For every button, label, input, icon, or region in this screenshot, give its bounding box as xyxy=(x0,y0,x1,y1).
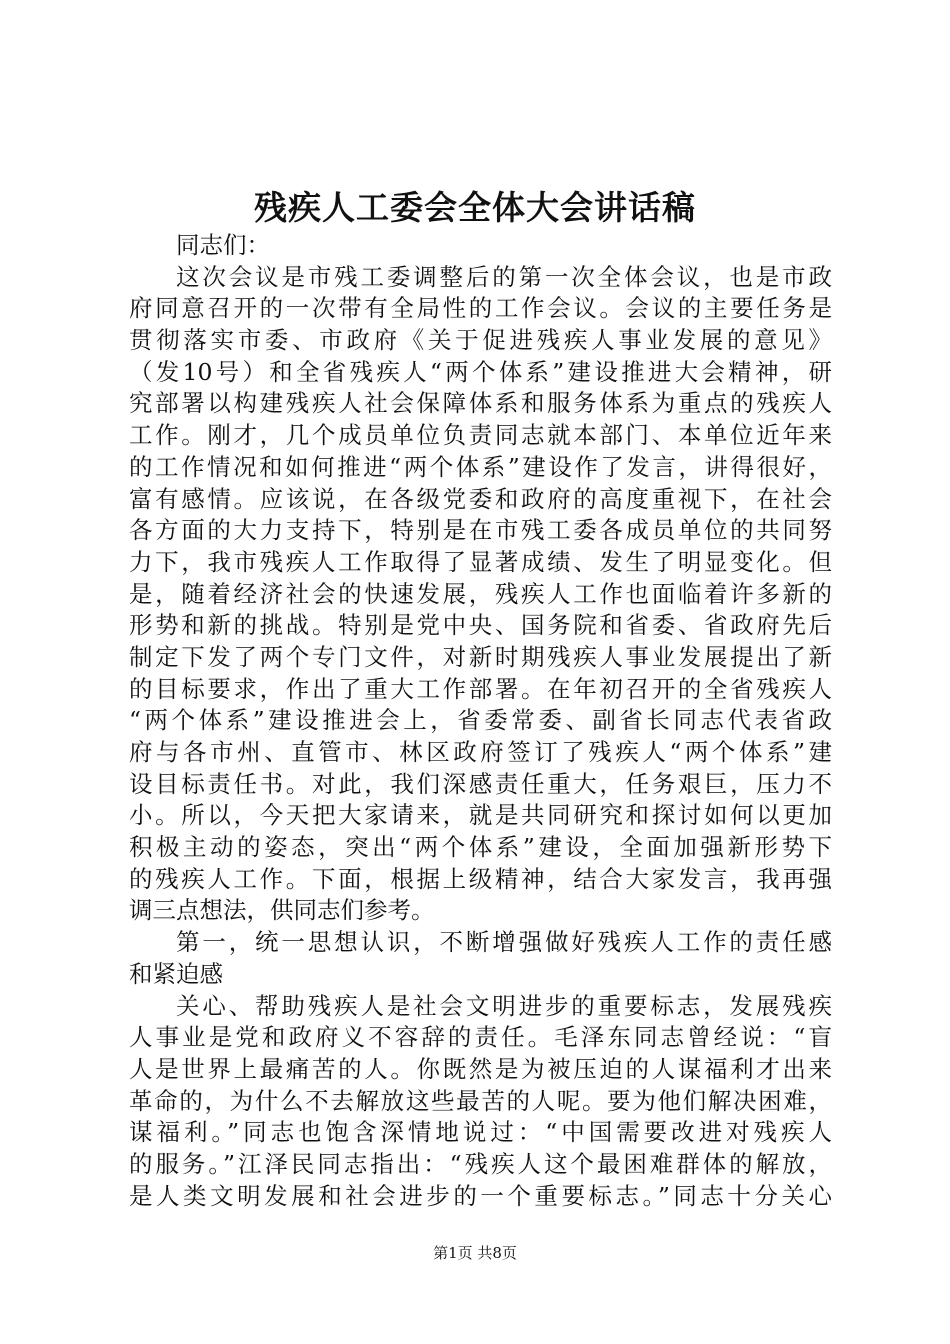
body-line: 这次会议是市残工委调整后的第一次全体会议，也是市政 xyxy=(176,262,832,291)
body-line: 同志们： xyxy=(176,231,270,259)
body-line: 是人类文明发展和社会进步的一个重要标志。”同志十分关心 xyxy=(129,1181,832,1210)
body-line: 的服务。”江泽民同志指出：“残疾人这个最困难群体的解放， xyxy=(129,1149,832,1178)
body-line: 究部署以构建残疾人社会保障体系和服务体系为重点的残疾人 xyxy=(129,389,832,418)
body-line: 工作。刚才，几个成员单位负责同志就本部门、本单位近年来 xyxy=(129,421,832,450)
body-line: 府与各市州、直管市、林区政府签订了残疾人“两个体系”建 xyxy=(129,738,832,766)
body-line: 制定下发了两个专门文件，对新时期残疾人事业发展提出了新 xyxy=(129,642,832,671)
body-line: 和紧迫感 xyxy=(129,959,223,988)
body-line: 力下，我市残疾人工作取得了显著成绩、发生了明显变化。但 xyxy=(129,547,832,576)
body-line: 小。所以，今天把大家请来，就是共同研究和探讨如何以更加 xyxy=(129,801,832,830)
body-line: 府同意召开的一次带有全局性的工作会议。会议的主要任务是 xyxy=(129,294,832,323)
page-footer: 第1页 共8页 xyxy=(433,1244,517,1262)
body-line: 革命的，为什么不去解放这些最苦的人呢。要为他们解决困难， xyxy=(129,1086,832,1115)
body-line: 各方面的大力支持下，特别是在市残工委各成员单位的共同努 xyxy=(129,516,832,545)
body-line: 贯彻落实市委、市政府《关于促进残疾人事业发展的意见》 xyxy=(129,326,832,355)
body-line: 积极主动的姿态，突出“两个体系”建设，全面加强新形势下 xyxy=(129,833,832,862)
body-line: 人事业是党和政府义不容辞的责任。毛泽东同志曾经说：“盲 xyxy=(129,1023,832,1052)
body-line: 谋福利。”同志也饱含深情地说过：“中国需要改进对残疾人 xyxy=(129,1118,832,1147)
body-line: 设目标责任书。对此，我们深感责任重大，任务艰巨，压力不 xyxy=(129,769,832,798)
body-line: “两个体系”建设推进会上，省委常委、副省长同志代表省政 xyxy=(129,706,832,735)
body-line: 富有感情。应该说，在各级党委和政府的高度重视下，在社会 xyxy=(129,484,832,513)
body-line: 的目标要求，作出了重大工作部署。在年初召开的全省残疾人 xyxy=(129,674,832,703)
document-title: 残疾人工委会全体大会讲话稿 xyxy=(254,188,696,227)
body-line: 第一，统一思想认识，不断增强做好残疾人工作的责任感 xyxy=(176,928,832,957)
body-line: 形势和新的挑战。特别是党中央、国务院和省委、省政府先后 xyxy=(129,611,832,640)
body-line: 的残疾人工作。下面，根据上级精神，结合大家发言，我再强 xyxy=(129,864,832,893)
body-line: 关心、帮助残疾人是社会文明进步的重要标志，发展残疾 xyxy=(176,991,832,1020)
body-line: 调三点想法，供同志们参考。 xyxy=(129,896,435,925)
body-line: （发10号）和全省残疾人“两个体系”建设推进大会精神，研 xyxy=(129,357,832,386)
body-line: 人是世界上最痛苦的人。你既然是为被压迫的人谋福利才出来 xyxy=(129,1054,832,1083)
body-line: 的工作情况和如何推进“两个体系”建设作了发言，讲得很好， xyxy=(129,452,832,481)
body-line: 是，随着经济社会的快速发展，残疾人工作也面临着许多新的 xyxy=(129,579,832,608)
document-body xyxy=(129,230,832,1212)
